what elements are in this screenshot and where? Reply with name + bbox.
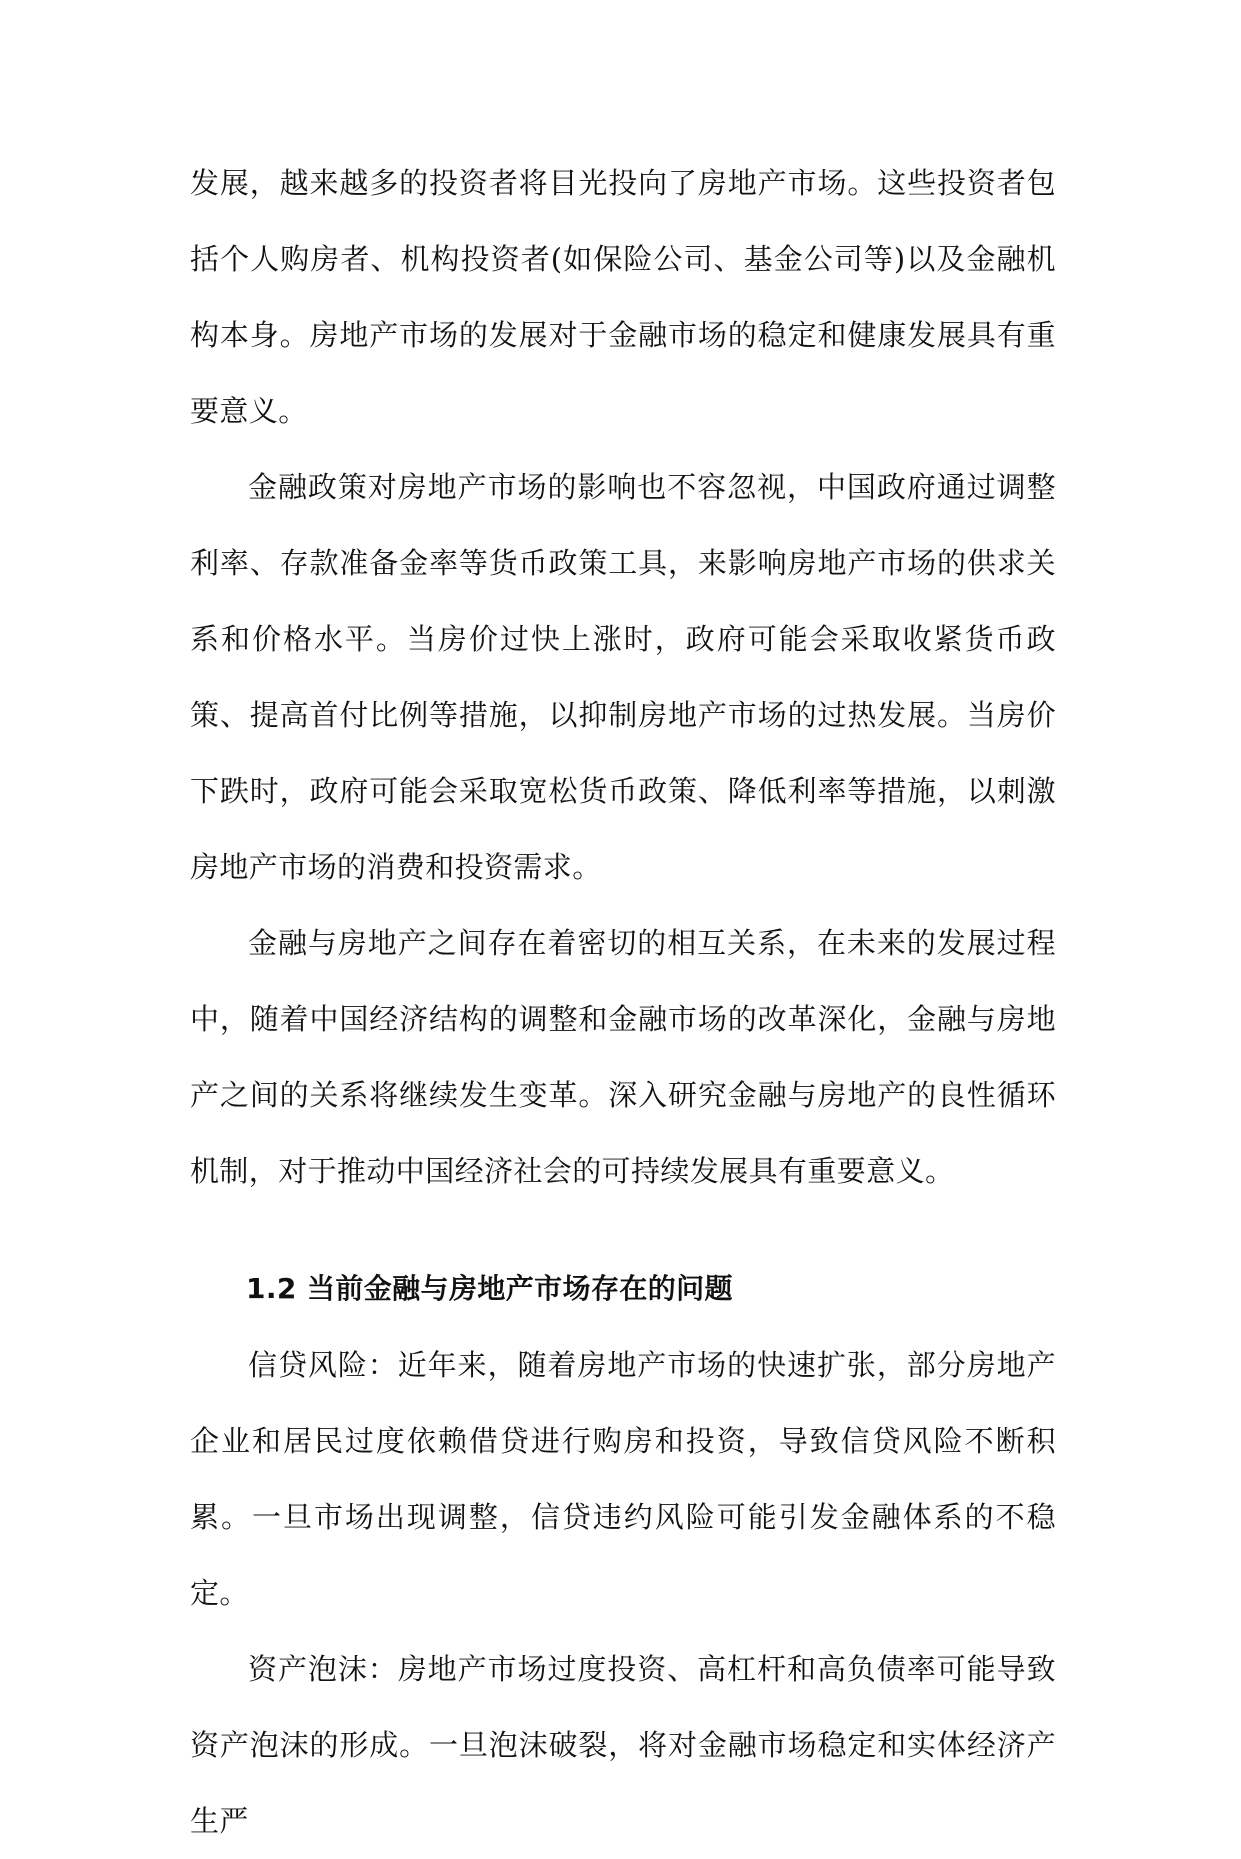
paragraph-mutual-relationship: 金融与房地产之间存在着密切的相互关系，在未来的发展过程中，随着中国经济结构的调整和金融市场的改革深化，金融与房地产之间的关系将继续发生变革。深入研究金融与房地产的良性循环机制，对于推动中国经济社会的可持续发展具有重要意义。	[190, 926, 1056, 1188]
document-body	[190, 145, 1056, 1859]
paragraph-credit-risk: 信贷风险：近年来，随着房地产市场的快速扩张，部分房地产企业和居民过度依赖借贷进行购房和投资，导致信贷风险不断积累。一旦市场出现调整，信贷违约风险可能引发金融体系的不稳定。	[190, 1348, 1056, 1610]
paragraph-monetary-policy: 金融政策对房地产市场的影响也不容忽视，中国政府通过调整利率、存款准备金率等货币政策工具，来影响房地产市场的供求关系和价格水平。当房价过快上涨时，政府可能会采取收紧货币政策、提高首付比例等措施，以抑制房地产市场的过热发展。当房价下跌时，政府可能会采取宽松货币政策、降低利率等措施，以刺激房地产市场的消费和投资需求。	[190, 470, 1056, 884]
section-heading: 1.2 当前金融与房地产市场存在的问题	[246, 1272, 733, 1305]
paragraph-asset-bubble: 资产泡沫：房地产市场过度投资、高杠杆和高负债率可能导致资产泡沫的形成。一旦泡沫破裂，将对金融市场稳定和实体经济产生严	[190, 1652, 1056, 1838]
paragraph-continuation: 发展，越来越多的投资者将目光投向了房地产市场。这些投资者包括个人购房者、机构投资者(如保险公司、基金公司等)以及金融机构本身。房地产市场的发展对于金融市场的稳定和健康发展具有重要意义。	[190, 166, 1056, 428]
